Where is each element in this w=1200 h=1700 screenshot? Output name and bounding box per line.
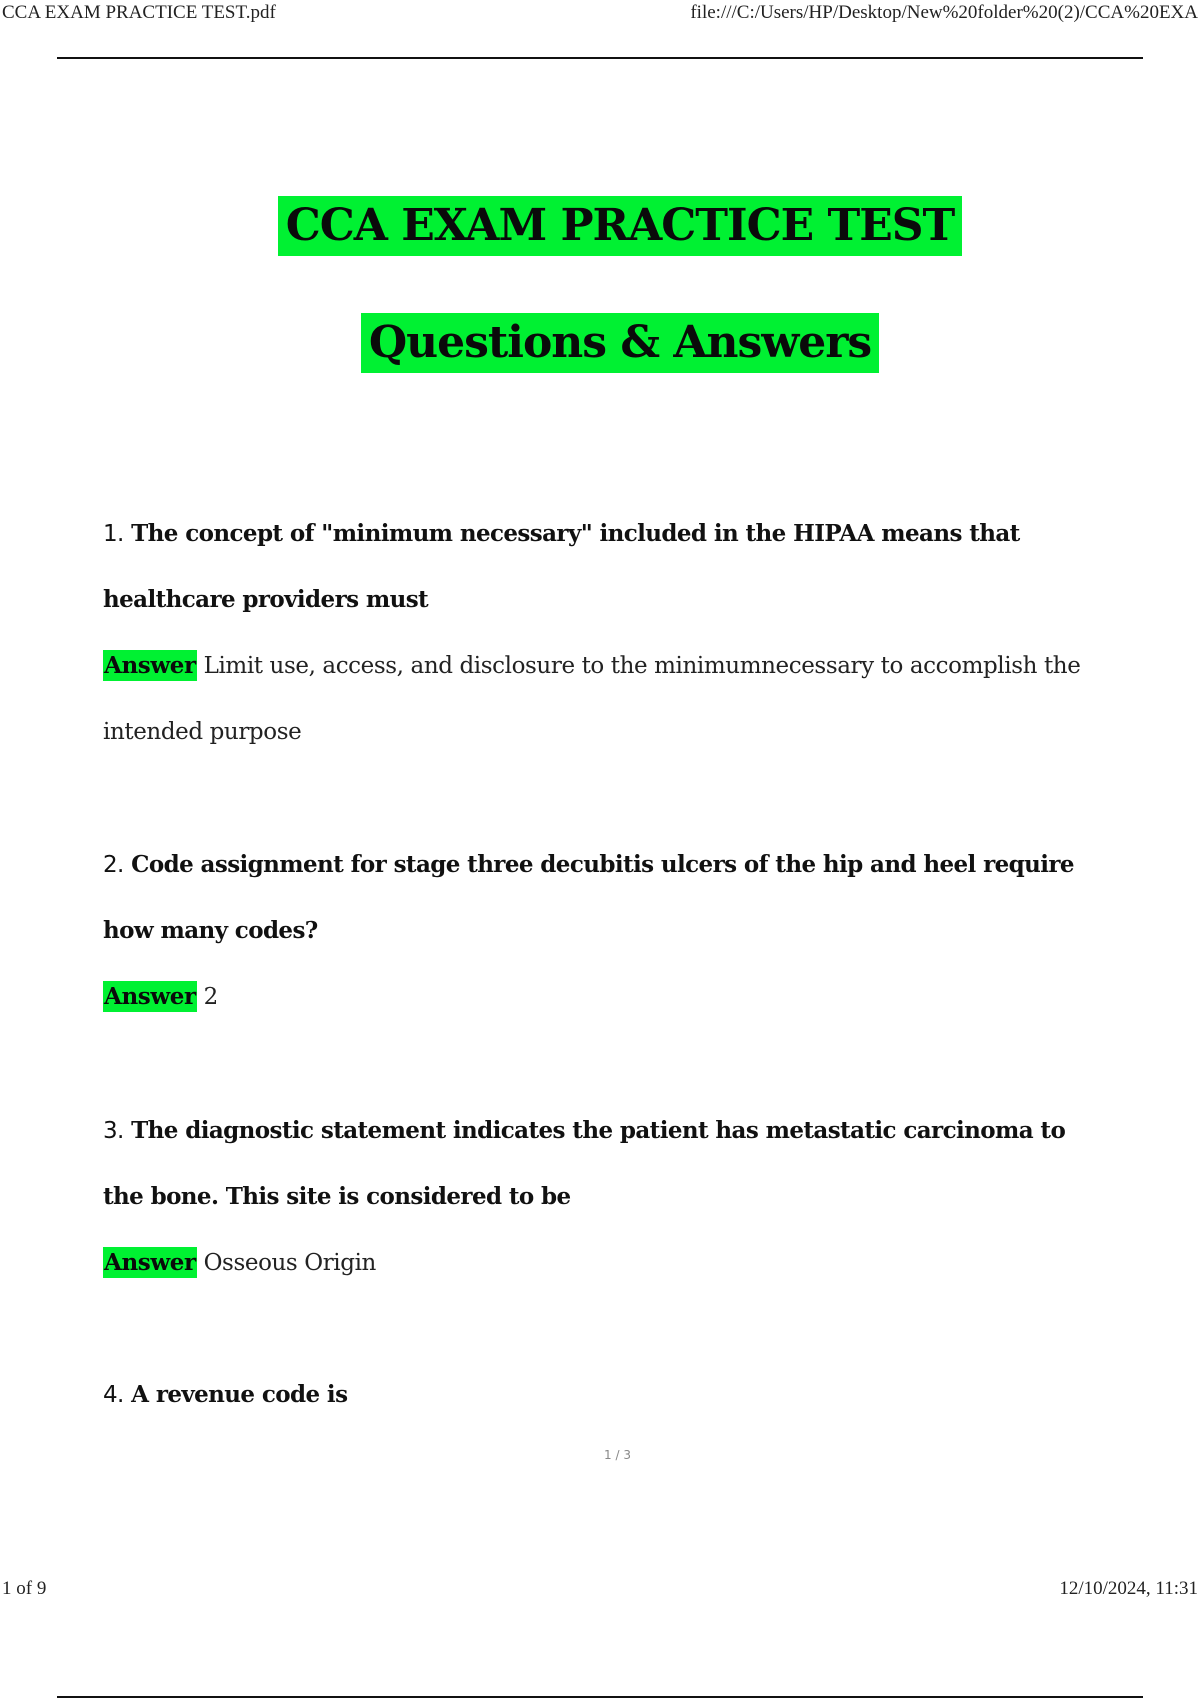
answer-label: Answer xyxy=(104,983,196,1010)
title-block-2 xyxy=(0,313,1200,373)
question-text xyxy=(103,1098,1103,1230)
page-indicator: 1 / 3 xyxy=(604,1448,631,1462)
answer-text xyxy=(103,633,1103,765)
question-number: 4. xyxy=(103,1382,124,1408)
footer-rule xyxy=(57,1696,1143,1698)
title-block-1 xyxy=(0,196,1200,256)
answer-body: Osseous Origin xyxy=(203,1250,376,1276)
question-item-3 xyxy=(103,1098,1103,1296)
question-text xyxy=(103,832,1103,964)
header-rule xyxy=(57,57,1143,59)
answer-body: 2 xyxy=(203,984,218,1010)
question-number: 2. xyxy=(103,852,124,878)
print-header-path: file:///C:/Users/HP/Desktop/New%20folder%20(2)/CCA%20EXA xyxy=(690,2,1198,23)
question-item-2 xyxy=(103,832,1103,1030)
question-body: The diagnostic statement indicates the patient has metastatic carcinoma to the bone. This site is considered to be xyxy=(103,1117,1066,1210)
answer-body: Limit use, access, and disclosure to the minimumnecessary to accomplish the intended purpose xyxy=(103,653,1081,745)
answer-label: Answer xyxy=(104,652,196,679)
print-footer-timestamp: 12/10/2024, 11:31 xyxy=(1059,1578,1198,1599)
answer-text xyxy=(103,964,1103,1030)
question-text xyxy=(103,1362,1103,1428)
answer-label: Answer xyxy=(104,1249,196,1276)
question-body: Code assignment for stage three decubitis ulcers of the hip and heel require how many codes? xyxy=(103,851,1074,944)
document-title: CCA EXAM PRACTICE TEST xyxy=(278,196,963,256)
question-body: A revenue code is xyxy=(131,1381,348,1408)
question-text xyxy=(103,501,1103,633)
document-subtitle: Questions & Answers xyxy=(361,313,879,373)
question-item-4 xyxy=(103,1362,1103,1428)
question-number: 1. xyxy=(103,521,124,547)
print-header-filename: CCA EXAM PRACTICE TEST.pdf xyxy=(2,2,276,23)
question-body: The concept of "minimum necessary" included in the HIPAA means that healthcare providers must xyxy=(103,520,1020,613)
question-number: 3. xyxy=(103,1118,124,1144)
answer-text xyxy=(103,1230,1103,1296)
print-footer-page-count: 1 of 9 xyxy=(2,1578,47,1599)
question-item-1 xyxy=(103,501,1103,765)
